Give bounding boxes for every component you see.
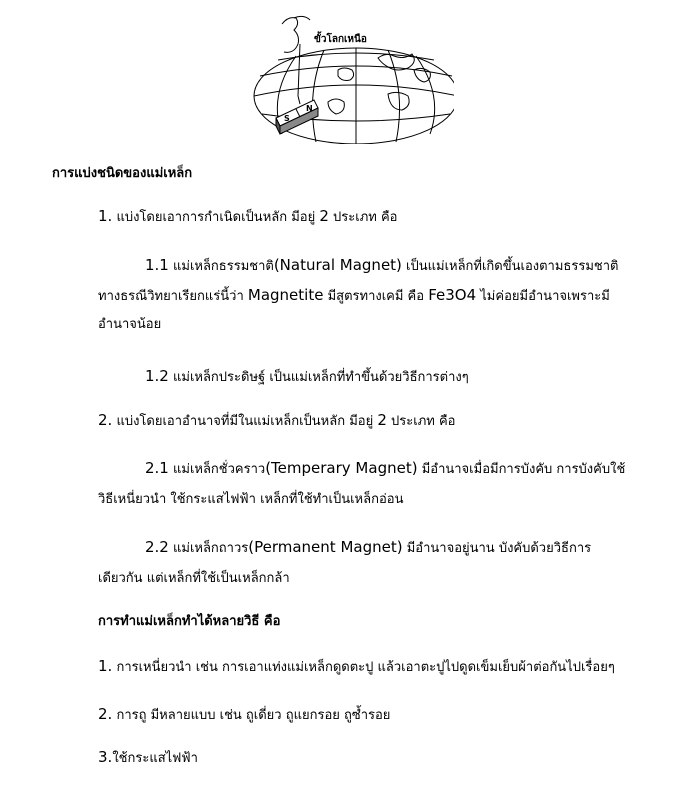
section-1-text: แบ่งโดยเอาการกำเนิดเป็นหลัก มีอยู่ xyxy=(112,210,320,225)
heading-making-magnets: การทำแม่เหล็กทำได้หลายวิธี คือ xyxy=(98,614,281,629)
section-1-1-b: เป็นแม่เหล็กที่เกิดขึ้นเองตามธรรมชาติ xyxy=(401,259,619,274)
section-1-tail: ประเภท คือ xyxy=(328,210,398,225)
section-2-2-number: 2.2 xyxy=(145,538,169,556)
section-2-2-a: แม่เหล็กถาวร xyxy=(168,541,249,556)
section-1-1-english: (Natural Magnet) xyxy=(273,256,402,274)
section-2-tail: ประเภท คือ xyxy=(386,414,456,429)
heading-magnet-types: การแบ่งชนิดของแม่เหล็ก xyxy=(52,166,193,181)
method-2 xyxy=(98,705,390,725)
section-2-1-line-2: วิธีเหนี่ยวนำ ใช้กระแสไฟฟ้า เหล็กที่ใช้ทำเป็นเหล็กอ่อน xyxy=(98,492,404,507)
section-1-1-line-1 xyxy=(145,256,618,276)
globe-magnet-figure xyxy=(238,4,454,144)
section-2-1-a: แม่เหล็กชั่วคราว xyxy=(168,462,266,477)
section-2-1-line-1 xyxy=(145,459,625,479)
formula-fe3o4: Fe3O4 xyxy=(428,286,477,304)
section-1-number: 1. xyxy=(98,207,113,225)
section-1-1-line-2 xyxy=(98,286,610,306)
method-1 xyxy=(98,657,615,677)
section-2-count: 2 xyxy=(377,411,387,429)
section-2 xyxy=(98,411,455,431)
method-1-text: การเหนี่ยวนำ เช่น การเอาแท่งแม่เหล็กดูดตะปู แล้วเอาตะปูไปดูดเข็มเย็บผ้าต่อกันไปเรื่อยๆ xyxy=(112,660,615,675)
magnet-s-label: S xyxy=(284,114,290,123)
section-1-count: 2 xyxy=(319,207,329,225)
section-1-1-line-3: อำนาจน้อย xyxy=(98,317,162,332)
section-1-1-line2a: ทางธรณีวิทยาเรียกแร่นี้ว่า xyxy=(98,289,248,304)
section-2-2-b: มีอำนาจอยู่นาน บังคับด้วยวิธีการ xyxy=(402,541,592,556)
north-pole-label: ขั้วโลกเหนือ xyxy=(314,34,367,45)
section-1-1-line2c: ไม่ค่อยมีอำนาจเพราะมี xyxy=(476,289,610,304)
magnet-n-label: N xyxy=(306,104,313,113)
method-3-number: 3. xyxy=(98,748,113,766)
method-1-number: 1. xyxy=(98,657,113,675)
section-2-1-english: (Temperary Magnet) xyxy=(265,459,418,477)
section-2-number: 2. xyxy=(98,411,113,429)
section-1-2-number: 1.2 xyxy=(145,367,169,385)
section-1 xyxy=(98,207,398,227)
globe-magnet-illustration xyxy=(238,4,454,144)
method-2-number: 2. xyxy=(98,705,113,723)
method-2-text: การถู มีหลายแบบ เช่น ถูเดี่ยว ถูแยกรอย ถูซ้ำรอย xyxy=(112,708,391,723)
method-3-text: ใช้กระแสไฟฟ้า xyxy=(112,751,198,766)
section-2-2-english: (Permanent Magnet) xyxy=(248,538,403,556)
magnetite-term: Magnetite xyxy=(247,286,324,304)
section-2-1-number: 2.1 xyxy=(145,459,169,477)
section-2-2-line-2: เดียวกัน แต่เหล็กที่ใช้เป็นเหล็กกล้า xyxy=(98,571,290,586)
section-2-text: แบ่งโดยเอาอำนาจที่มีในแม่เหล็กเป็นหลัก มีอยู่ xyxy=(112,414,378,429)
section-1-1-line2b: มีสูตรทางเคมี คือ xyxy=(323,289,429,304)
section-1-2 xyxy=(145,367,469,387)
section-2-2-line-1 xyxy=(145,538,591,558)
section-1-2-text: แม่เหล็กประดิษฐ์ เป็นแม่เหล็กที่ทำขึ้นด้วยวิธีการต่างๆ xyxy=(168,370,469,385)
section-1-1-number: 1.1 xyxy=(145,256,169,274)
section-1-1-a: แม่เหล็กธรรมชาติ xyxy=(168,259,274,274)
section-2-1-b: มีอำนาจเมื่อมีการบังคับ การบังคับใช้ xyxy=(417,462,626,477)
method-3 xyxy=(98,748,198,768)
